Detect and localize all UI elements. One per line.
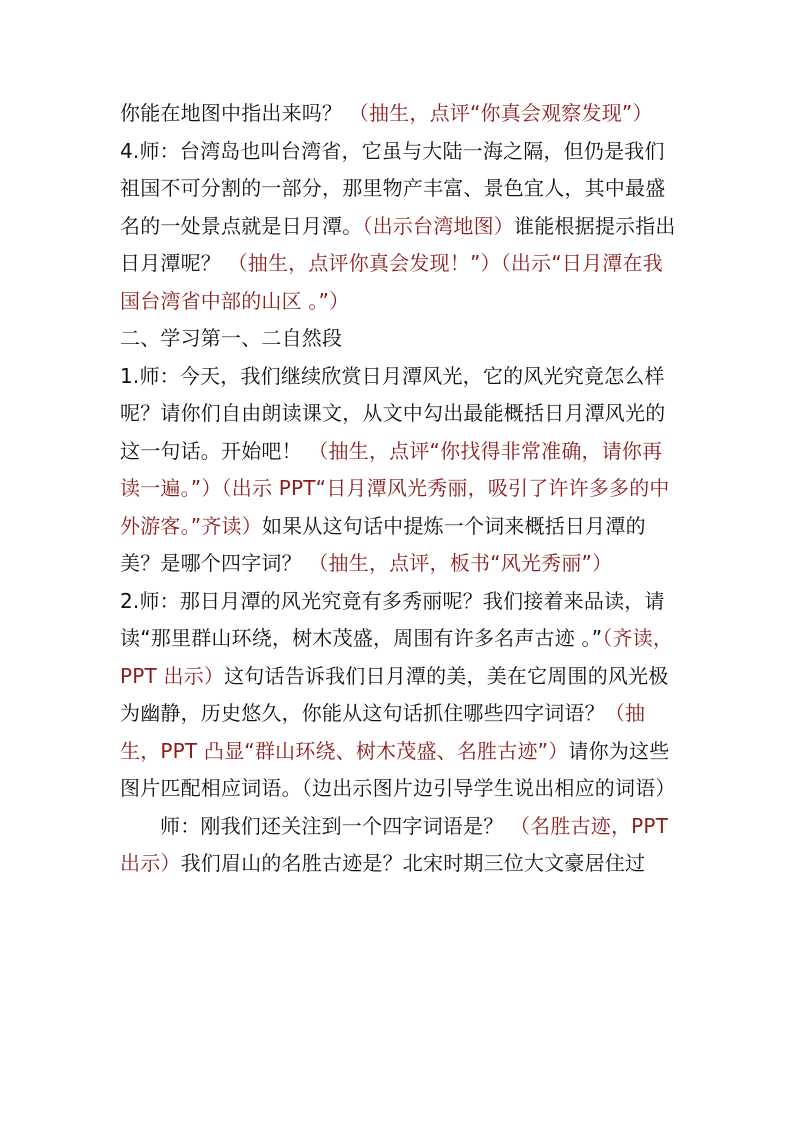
body-text: 二、学习第一、二自然段	[120, 326, 343, 350]
annotation-text: （抽生，点评“你真会观察发现”）	[348, 101, 653, 125]
paragraph	[120, 95, 680, 133]
paragraph	[120, 320, 680, 358]
paragraph	[120, 808, 680, 883]
body-text: 4.师：台湾岛也叫台湾省，它虽与大陆一海之隔，但仍是我们祖国不可分割的一部分，那里物产丰富、景色宜人，其中最盛名的一处景点就是日月潭。	[120, 138, 666, 238]
body-text: 你能在地图中指出来吗？	[120, 101, 349, 125]
annotation-text: （抽生，PPT 凸显“群山环绕、树木茂盛、名胜古迹”）	[120, 701, 646, 763]
body-text: 我们眉山的名胜古迹是？北宋时期三位大文豪居住过	[180, 851, 646, 875]
paragraph	[120, 133, 680, 321]
body-text: 1.师：今天，我们继续欣赏日月潭风光，它的风光究竟怎么样呢？请你们自由朗读课文，从文中勾出最能概括日月潭风光的这一句话。开始吧！	[120, 363, 666, 463]
annotation-text: （名胜古迹，PPT 出示）	[120, 813, 669, 875]
body-text: 2.师：那日月潭的风光究竟有多秀丽呢？我们接着来品读，请读“那里群山环绕，树木茂盛，周围有许多名声古迹 。”	[120, 588, 665, 650]
paragraph	[120, 358, 680, 583]
paragraph	[120, 583, 680, 808]
annotation-text: （出示台湾地图）	[362, 213, 515, 238]
annotation-text: （抽生，点评你真会发现！”）（出示“日月潭在我国台湾省中部的山区 。”）	[120, 251, 663, 313]
annotation-text: （抽生，点评，板书“风光秀丽”）	[308, 551, 613, 575]
body-text: 师：刚我们还关注到一个四字词语是？	[160, 813, 510, 838]
body-text: 请你为这些图片匹配相应词语。（边出示图片边引导学生说出相应的词语）	[120, 738, 676, 800]
body-text: 谁能根据提示指出日月潭呢？	[120, 213, 676, 275]
document-body	[120, 95, 680, 883]
annotation-text: （齐读，PPT 出示）	[120, 626, 674, 688]
body-text: 这句话告诉我们日月潭的美，美在它周围的风光极为幽静，历史悠久，你能从这句话抓住哪些四字词语？	[120, 663, 669, 725]
annotation-text: （抽生，点评“你找得非常准确，请你再读一遍。”）（出示 PPT“日月潭风光秀丽，吸引了许许多多的中外游客。”齐读）	[120, 438, 670, 538]
body-text: 如果从这句话中提炼一个词来概括日月潭的美？是哪个四字词？	[120, 513, 646, 575]
